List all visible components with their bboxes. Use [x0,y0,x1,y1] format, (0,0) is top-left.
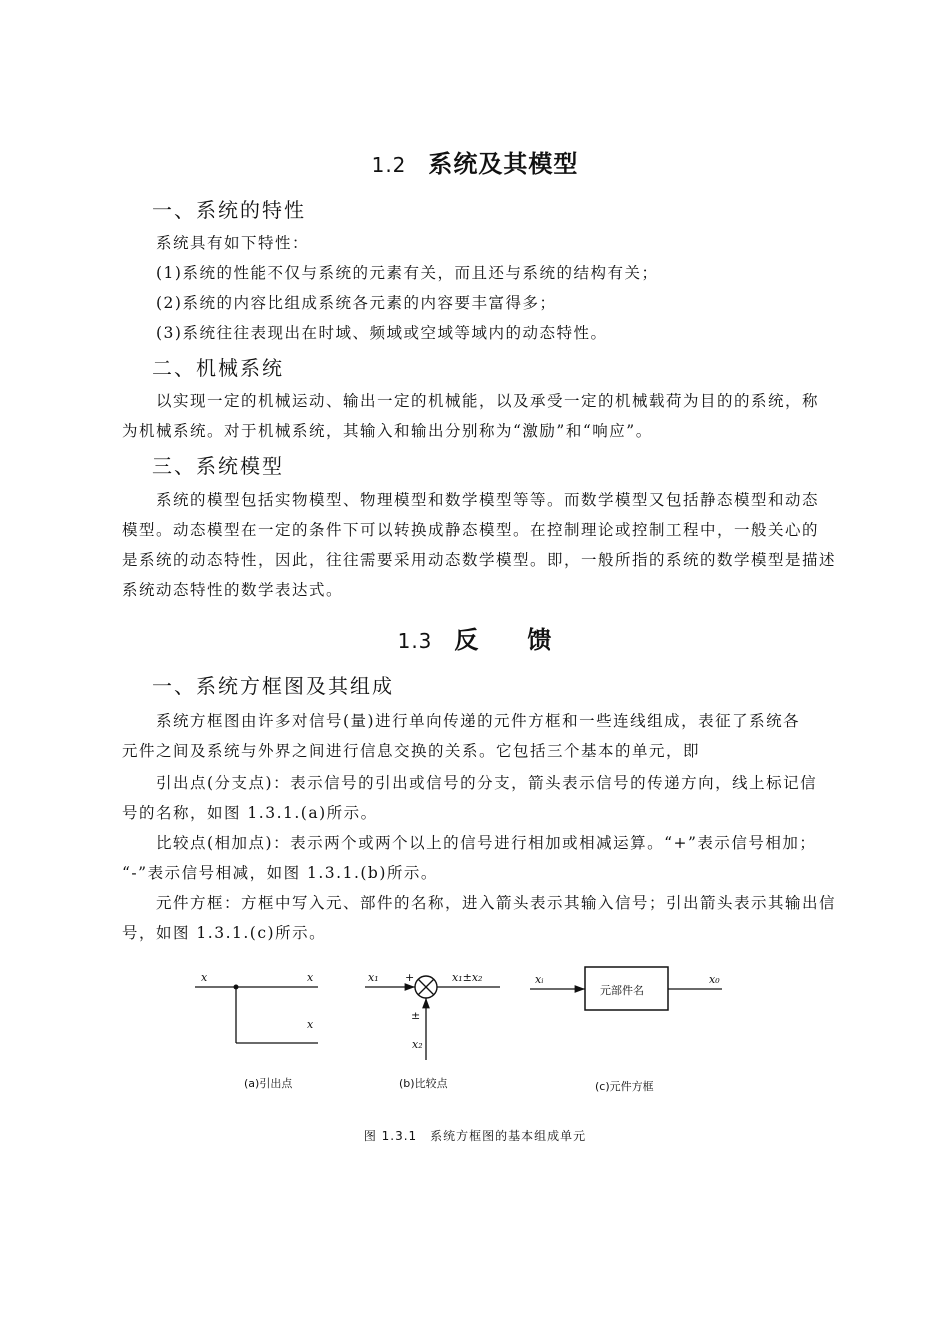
paragraph-line: 元件方框：方框中写入元、部件的名称，进入箭头表示其输入信号；引出箭头表示其输出信 [156,894,837,912]
label-x2: x₂ [412,1038,423,1051]
heading-system-model: 三、系统模型 [152,454,284,478]
paragraph-line: 系统动态特性的数学表达式。 [122,581,344,599]
label-sum-out: x₁±x₂ [452,971,483,984]
paragraph-line: 元件之间及系统与外界之间进行信息交换的关系。它包括三个基本的单元，即 [122,742,701,760]
element-box-label: 元部件名 [600,984,644,997]
paragraph-line: (1)系统的性能不仅与系统的元素有关，而且还与系统的结构有关； [156,264,659,282]
paragraph-line: 号，如图 1.3.1.(c)所示。 [122,924,327,942]
label-xi: xᵢ [535,973,544,986]
section-title: 系统及其模型 [428,149,579,178]
paragraph-line: 系统方框图由许多对信号(量)进行单向传递的元件方框和一些连线组成，表征了系统各 [156,712,801,730]
paragraph-line: (3)系统往往表现出在时域、频域或空域等域内的动态特性。 [156,324,608,342]
caption-b: (b)比较点 [399,1077,448,1090]
label-plus-minus: ± [411,1009,421,1022]
section-number: 1.3 [397,629,433,653]
heading-block-diagram: 一、系统方框图及其组成 [152,674,394,698]
summing-point-diagram [365,971,500,1090]
label-x-out: x [307,971,314,984]
paragraph-line: “-”表示信号相减，如图 1.3.1.(b)所示。 [122,864,438,882]
paragraph-line: 系统具有如下特性： [156,234,310,252]
heading-mechanical-system: 二、机械系统 [152,356,284,380]
section-number: 1.2 [371,153,407,177]
heading-system-characteristics: 一、系统的特性 [152,198,306,222]
label-x-branch: x [307,1018,314,1031]
figure-caption: 图 1.3.1 系统方框图的基本组成单元 [363,1129,587,1143]
label-x-in: x [201,971,208,984]
caption-a: (a)引出点 [244,1077,293,1090]
paragraph-line: (2)系统的内容比组成系统各元素的内容要丰富得多； [156,294,557,312]
paragraph-line: 为机械系统。对于机械系统，其输入和输出分别称为“激励”和“响应”。 [122,422,653,440]
section-title-b: 馈 [527,625,553,654]
label-xo: x₀ [709,973,720,986]
branch-point-diagram [195,971,318,1090]
paragraph-line: 是系统的动态特性，因此，往往需要采用动态数学模型。即，一般所指的系统的数学模型是描述 [122,551,837,569]
section-title-a: 反 [454,625,480,654]
label-plus: + [405,971,415,984]
label-x1: x₁ [368,971,379,984]
paragraph-line: 引出点(分支点)：表示信号的引出或信号的分支，箭头表示信号的传递方向，线上标记信 [156,774,818,792]
caption-c: (c)元件方框 [595,1080,654,1093]
element-block-diagram [530,967,722,1093]
paragraph-line: 以实现一定的机械运动、输出一定的机械能，以及承受一定的机械载荷为目的的系统，称 [156,392,820,410]
paragraph-line: 比较点(相加点)：表示两个或两个以上的信号进行相加或相减运算。“+”表示信号相加； [156,834,817,852]
paragraph-line: 号的名称，如图 1.3.1.(a)所示。 [122,804,378,822]
paragraph-line: 系统的模型包括实物模型、物理模型和数学模型等等。而数学模型又包括静态模型和动态 [156,491,820,509]
paragraph-line: 模型。动态模型在一定的条件下可以转换成静态模型。在控制理论或控制工程中，一般关心的 [122,521,820,539]
